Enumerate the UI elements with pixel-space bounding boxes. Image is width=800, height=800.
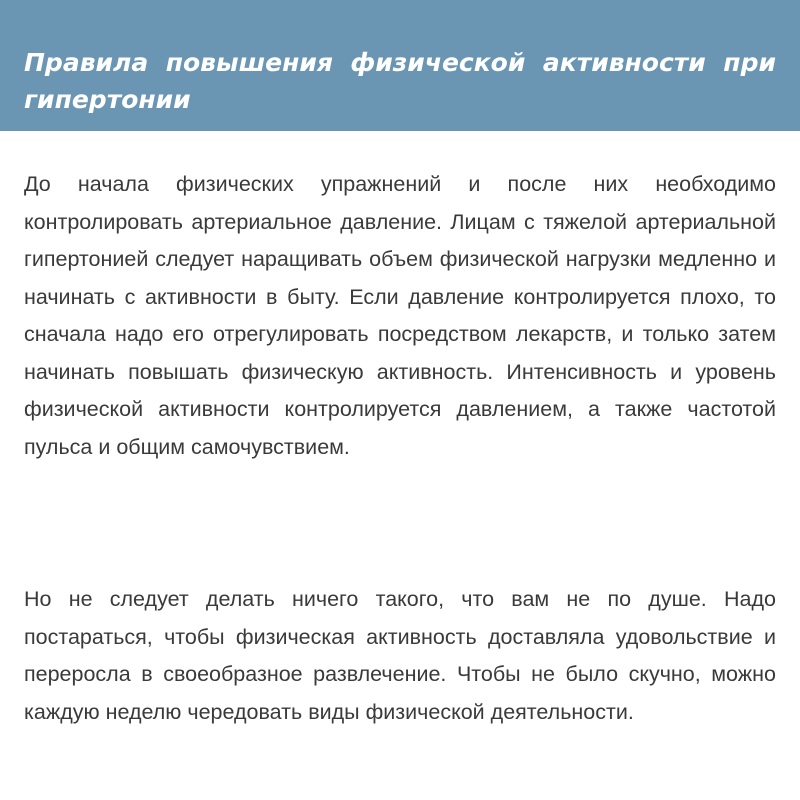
paragraph-blood-pressure-control: До начала физических упражнений и после них необходимо контролировать артериальное давление. Лицам с тяжелой артериальной гипертонией следует наращивать объем физической нагрузки медленно и начинать с активности в быту. Если давление контролируется плохо, то сначала надо его отрегулировать посредством лекарств, и только затем начинать повышать физическую активность. Интенсивность и уровень физической активности контролируется давлением, а также частотой пульса и общим самочувствием.: [24, 172, 776, 459]
page-title: Правила повышения физической активности при гипертонии: [24, 48, 776, 114]
paragraph-enjoyable-activity: Но не следует делать ничего такого, что вам не по душе. Надо постараться, чтобы физическая активность доставляла удовольствие и переросла в своеобразное развлечение. Чтобы не было скучно, можно каждую неделю чередовать виды физической деятельности.: [24, 587, 776, 724]
title-banner: [0, 0, 800, 131]
